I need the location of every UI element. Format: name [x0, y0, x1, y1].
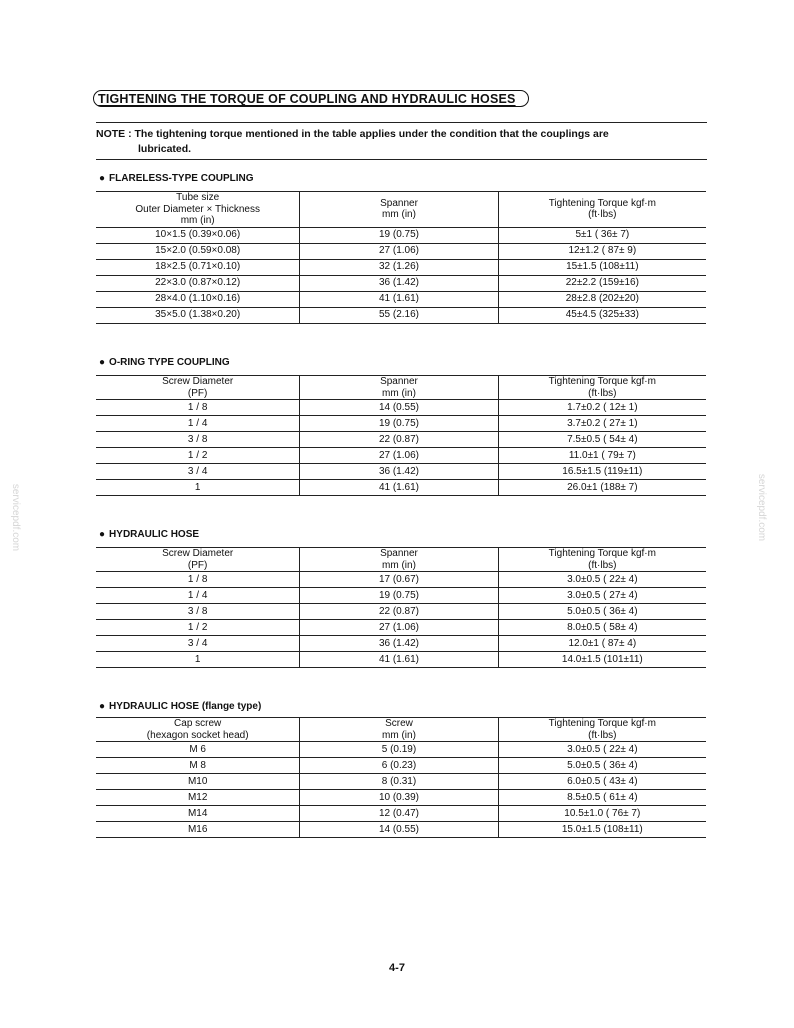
column-header: [96, 718, 300, 742]
torque-cell: 28±2.8 (202±20): [498, 291, 706, 307]
column-header-line: Screw Diameter: [162, 376, 234, 387]
table-row: [96, 227, 706, 243]
spanner-cell: 22 (0.87): [300, 604, 498, 620]
page-title: TIGHTENING THE TORQUE OF COUPLING AND HYDRAULIC HOSES: [93, 90, 529, 107]
torque-cell: 15.0±1.5 (108±11): [498, 822, 706, 838]
torque-cell: 8.5±0.5 ( 61± 4): [498, 790, 706, 806]
size-cell: 1 / 8: [96, 572, 300, 588]
size-cell: M10: [96, 774, 300, 790]
column-header-line: (PF): [187, 559, 208, 571]
spanner-cell: 55 (2.16): [300, 307, 498, 323]
spanner-cell: 19 (0.75): [300, 588, 498, 604]
bullet-icon: ●: [99, 173, 106, 184]
size-cell: 1: [96, 652, 300, 668]
size-cell: 10×1.5 (0.39×0.06): [96, 227, 300, 243]
torque-cell: 11.0±1 ( 79± 7): [498, 448, 706, 464]
spanner-cell: 27 (1.06): [300, 620, 498, 636]
size-cell: 1 / 4: [96, 416, 300, 432]
spanner-cell: 8 (0.31): [300, 774, 498, 790]
o-ring-type-coupling-table: [96, 375, 706, 496]
column-header-line: (ft·lbs): [588, 387, 617, 399]
table-row: [96, 448, 706, 464]
size-cell: 1 / 8: [96, 400, 300, 416]
o-ring-type-coupling-heading: [99, 357, 230, 368]
column-header-line: (PF): [187, 387, 208, 399]
note-line-2: lubricated.: [138, 143, 192, 155]
table-row: [96, 432, 706, 448]
size-cell: 1: [96, 480, 300, 496]
column-header-line: (ft·lbs): [588, 729, 617, 741]
spanner-cell: 41 (1.61): [300, 291, 498, 307]
spanner-cell: 22 (0.87): [300, 432, 498, 448]
spanner-cell: 41 (1.61): [300, 480, 498, 496]
column-header: [498, 376, 706, 400]
column-header-line: Tightening Torque kgf·m: [548, 197, 656, 209]
column-header-line: Tightening Torque kgf·m: [548, 718, 656, 729]
column-header: [96, 548, 300, 572]
note-line-1: NOTE : The tightening torque mentioned in the table applies under the condition that the couplings are: [96, 128, 609, 140]
watermark-left: servicepdf.com: [10, 483, 22, 552]
section-heading-text: O-RING TYPE COUPLING: [109, 357, 230, 368]
column-header-line: mm (in): [382, 387, 416, 399]
table-row: [96, 307, 706, 323]
spanner-cell: 6 (0.23): [300, 758, 498, 774]
flareless-type-coupling-heading: [99, 173, 254, 184]
table-header-row: [96, 376, 706, 400]
size-cell: 3 / 8: [96, 604, 300, 620]
size-cell: 1 / 4: [96, 588, 300, 604]
table-row: [96, 291, 706, 307]
table-row: [96, 790, 706, 806]
table-row: [96, 259, 706, 275]
torque-cell: 16.5±1.5 (119±11): [498, 464, 706, 480]
hydraulic-hose-heading: [99, 529, 199, 540]
torque-cell: 45±4.5 (325±33): [498, 307, 706, 323]
section-heading-text: HYDRAULIC HOSE: [109, 529, 200, 540]
spanner-cell: 41 (1.61): [300, 652, 498, 668]
column-header: [96, 376, 300, 400]
column-header-line: Cap screw: [174, 718, 222, 729]
spanner-cell: 19 (0.75): [300, 416, 498, 432]
column-header-line: Tightening Torque kgf·m: [548, 376, 656, 387]
torque-cell: 12±1.2 ( 87± 9): [498, 243, 706, 259]
torque-cell: 12.0±1 ( 87± 4): [498, 636, 706, 652]
column-header-line: Screw Diameter: [162, 548, 234, 559]
column-header-line: mm (in): [180, 215, 215, 226]
torque-cell: 7.5±0.5 ( 54± 4): [498, 432, 706, 448]
size-cell: M16: [96, 822, 300, 838]
table-row: [96, 636, 706, 652]
table-row: [96, 400, 706, 416]
table-row: [96, 480, 706, 496]
column-header: [300, 718, 498, 742]
column-header: [300, 192, 498, 228]
flareless-type-coupling-table: [96, 191, 706, 324]
column-header: [300, 548, 498, 572]
torque-cell: 3.0±0.5 ( 27± 4): [498, 588, 706, 604]
column-header-line: Spanner: [380, 548, 418, 559]
column-header-line: Spanner: [380, 197, 418, 209]
spanner-cell: 5 (0.19): [300, 742, 498, 758]
table-header-row: [96, 192, 706, 228]
column-header-line: Tube size: [176, 192, 220, 203]
hydraulic-hose-flange-type-table: [96, 717, 706, 838]
size-cell: 22×3.0 (0.87×0.12): [96, 275, 300, 291]
spanner-cell: 27 (1.06): [300, 243, 498, 259]
torque-cell: 5.0±0.5 ( 36± 4): [498, 604, 706, 620]
spanner-cell: 27 (1.06): [300, 448, 498, 464]
table-row: [96, 416, 706, 432]
table-header-row: [96, 718, 706, 742]
spanner-cell: 10 (0.39): [300, 790, 498, 806]
table-row: [96, 822, 706, 838]
table-row: [96, 243, 706, 259]
table-row: [96, 464, 706, 480]
size-cell: M 8: [96, 758, 300, 774]
column-header: [498, 192, 706, 228]
size-cell: 1 / 2: [96, 448, 300, 464]
size-cell: 3 / 4: [96, 464, 300, 480]
column-header-line: (ft·lbs): [588, 209, 617, 221]
column-header: [498, 548, 706, 572]
size-cell: 3 / 8: [96, 432, 300, 448]
note-top-rule: [96, 122, 707, 123]
torque-cell: 3.0±0.5 ( 22± 4): [498, 742, 706, 758]
torque-cell: 5.0±0.5 ( 36± 4): [498, 758, 706, 774]
torque-cell: 26.0±1 (188± 7): [498, 480, 706, 496]
table-row: [96, 806, 706, 822]
spanner-cell: 12 (0.47): [300, 806, 498, 822]
bullet-icon: ●: [99, 357, 106, 368]
watermark-right: servicepdf.com: [756, 473, 768, 542]
torque-cell: 3.0±0.5 ( 22± 4): [498, 572, 706, 588]
size-cell: 1 / 2: [96, 620, 300, 636]
spanner-cell: 19 (0.75): [300, 227, 498, 243]
table-row: [96, 742, 706, 758]
spanner-cell: 36 (1.42): [300, 275, 498, 291]
column-header-line: mm (in): [382, 209, 416, 221]
size-cell: 15×2.0 (0.59×0.08): [96, 243, 300, 259]
size-cell: 35×5.0 (1.38×0.20): [96, 307, 300, 323]
column-header: [96, 192, 300, 228]
size-cell: 18×2.5 (0.71×0.10): [96, 259, 300, 275]
column-header-line: (ft·lbs): [588, 559, 617, 571]
hydraulic-hose-flange-type-heading: [99, 701, 261, 712]
table-row: [96, 620, 706, 636]
torque-cell: 5±1 ( 36± 7): [498, 227, 706, 243]
table-row: [96, 604, 706, 620]
torque-cell: 6.0±0.5 ( 43± 4): [498, 774, 706, 790]
size-cell: 3 / 4: [96, 636, 300, 652]
torque-cell: 3.7±0.2 ( 27± 1): [498, 416, 706, 432]
column-header-line: Screw: [385, 718, 413, 729]
torque-cell: 14.0±1.5 (101±11): [498, 652, 706, 668]
torque-cell: 22±2.2 (159±16): [498, 275, 706, 291]
spanner-cell: 36 (1.42): [300, 636, 498, 652]
torque-cell: 8.0±0.5 ( 58± 4): [498, 620, 706, 636]
torque-cell: 15±1.5 (108±11): [498, 259, 706, 275]
column-header: [300, 376, 498, 400]
column-header-line: Outer Diameter × Thickness: [135, 203, 260, 215]
spanner-cell: 36 (1.42): [300, 464, 498, 480]
column-header: [498, 718, 706, 742]
column-header-line: mm (in): [382, 729, 416, 741]
page-number: 4-7: [389, 962, 405, 974]
bullet-icon: ●: [99, 701, 106, 712]
torque-cell: 1.7±0.2 ( 12± 1): [498, 400, 706, 416]
table-header-row: [96, 548, 706, 572]
section-heading-text: FLARELESS-TYPE COUPLING: [109, 173, 254, 184]
table-row: [96, 758, 706, 774]
table-row: [96, 588, 706, 604]
size-cell: M12: [96, 790, 300, 806]
torque-cell: 10.5±1.0 ( 76± 7): [498, 806, 706, 822]
spanner-cell: 14 (0.55): [300, 822, 498, 838]
table-row: [96, 572, 706, 588]
column-header-line: Spanner: [380, 376, 418, 387]
table-row: [96, 774, 706, 790]
lubrication-note: [96, 127, 707, 157]
spanner-cell: 14 (0.55): [300, 400, 498, 416]
size-cell: 28×4.0 (1.10×0.16): [96, 291, 300, 307]
table-row: [96, 275, 706, 291]
size-cell: M 6: [96, 742, 300, 758]
spanner-cell: 17 (0.67): [300, 572, 498, 588]
size-cell: M14: [96, 806, 300, 822]
spanner-cell: 32 (1.26): [300, 259, 498, 275]
column-header-line: (hexagon socket head): [146, 729, 249, 741]
column-header-line: Tightening Torque kgf·m: [548, 548, 656, 559]
table-row: [96, 652, 706, 668]
bullet-icon: ●: [99, 529, 106, 540]
column-header-line: mm (in): [382, 559, 416, 571]
note-bottom-rule: [96, 159, 707, 160]
section-heading-text: HYDRAULIC HOSE (flange type): [109, 701, 262, 712]
hydraulic-hose-table: [96, 547, 706, 668]
